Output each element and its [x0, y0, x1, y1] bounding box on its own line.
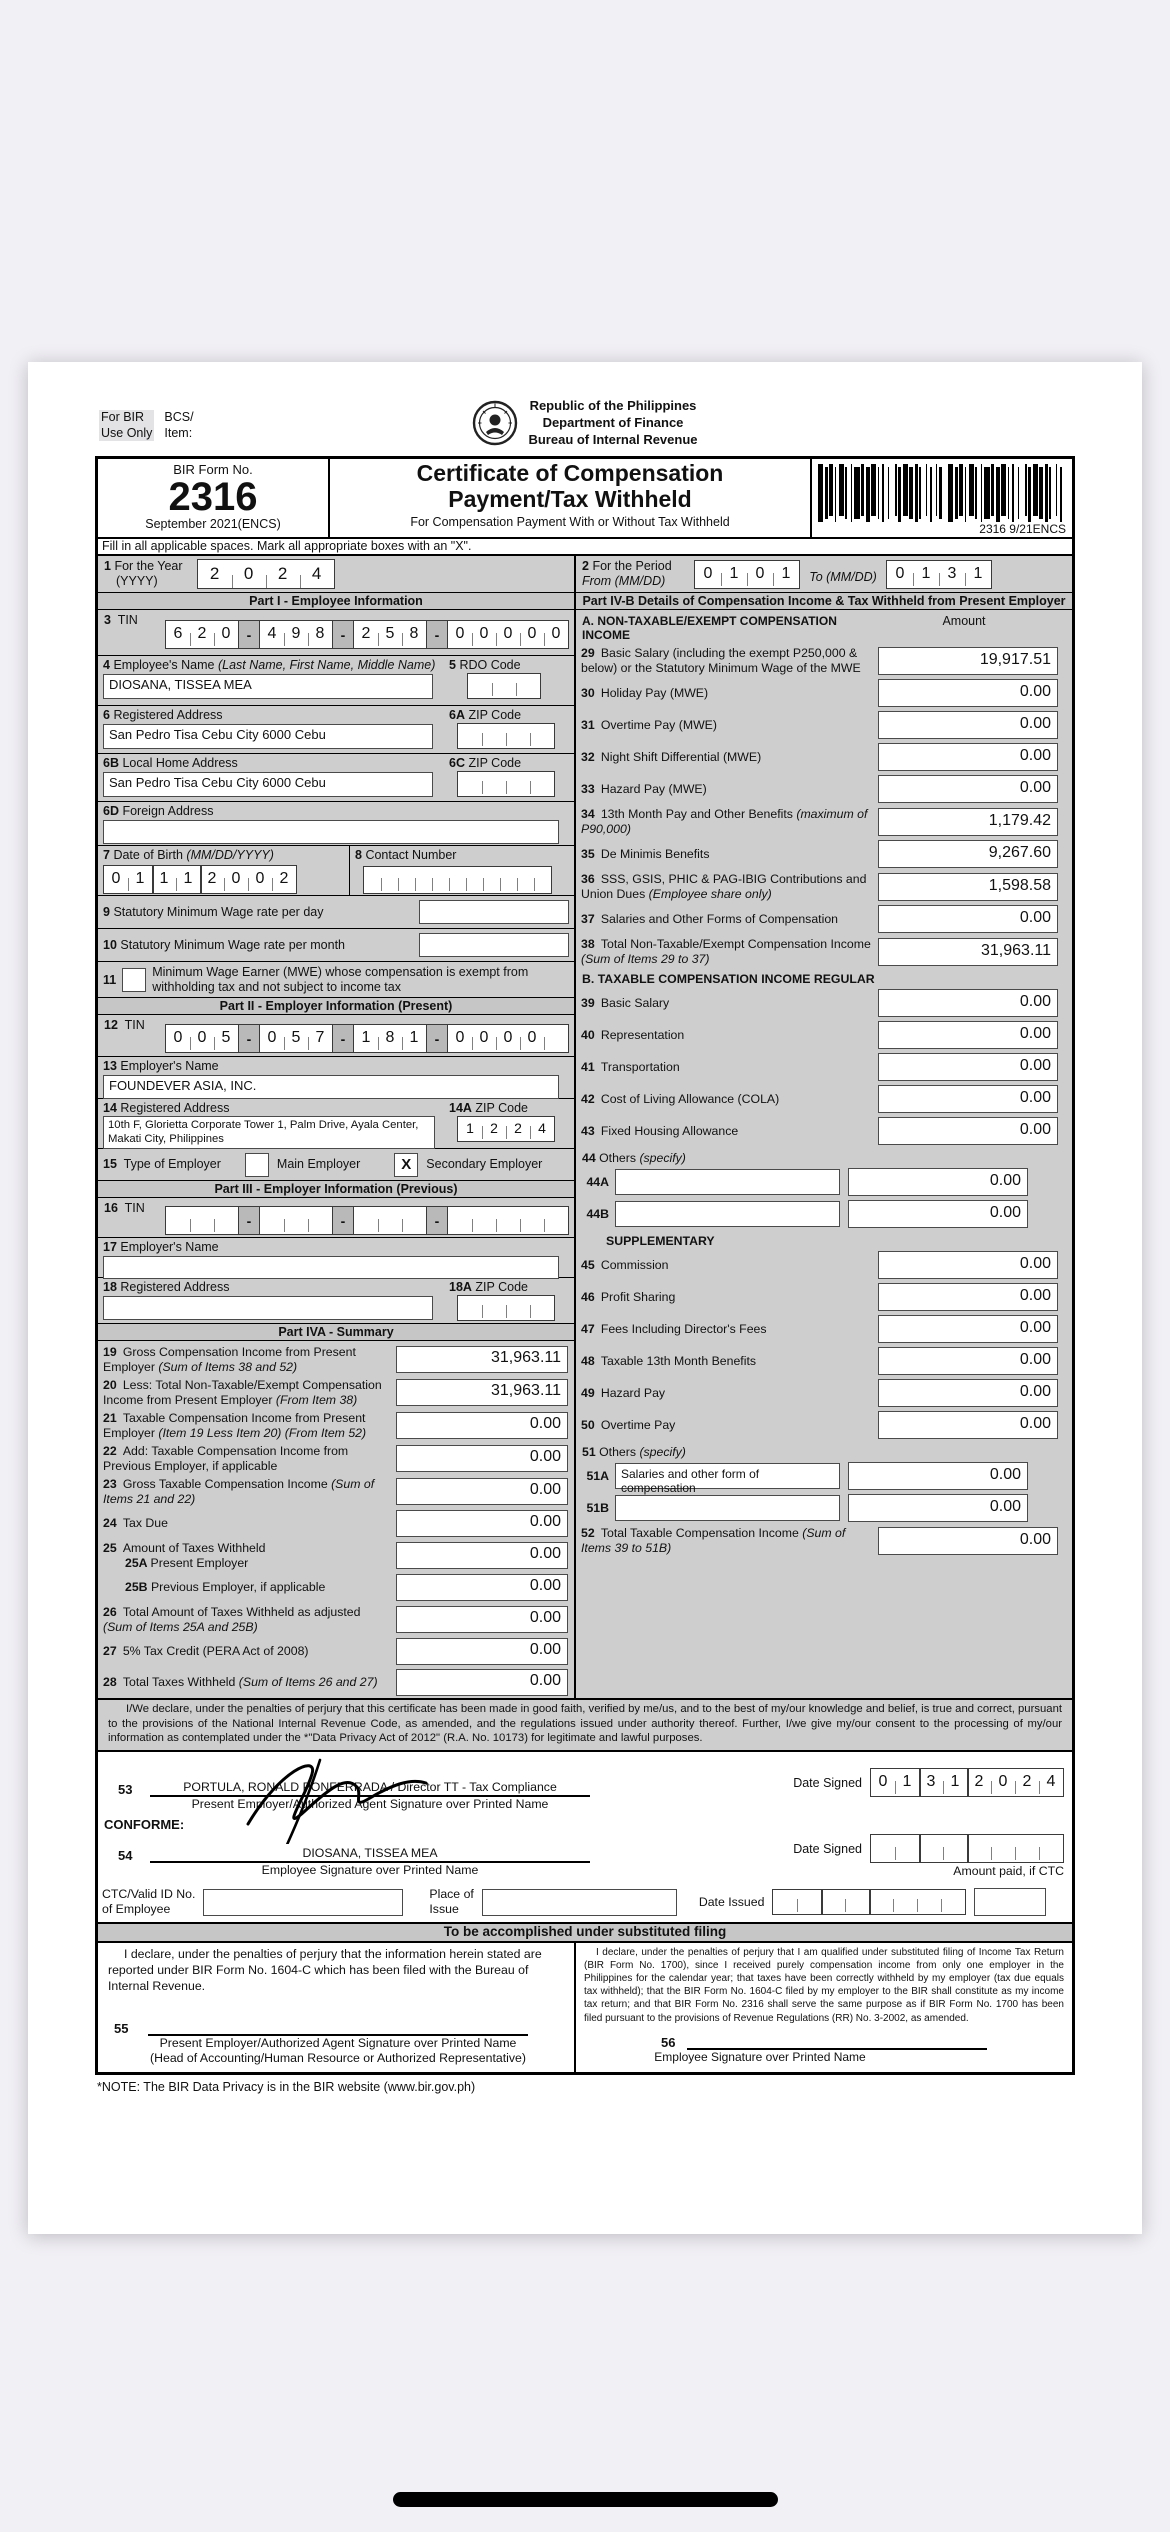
summary-row-25: 25 Amount of Taxes Withheld 25A Present Employer 0.00	[98, 1539, 574, 1572]
detail-row-52: 52 Total Taxable Compensation Income (Sum of Items 39 to 51B) 0.00	[576, 1524, 1072, 1557]
detail-row-47: 47 Fees Including Director's Fees 0.00	[576, 1313, 1072, 1345]
part2-header: Part II - Employer Information (Present)	[98, 998, 574, 1015]
amount-paid-ctc-label: Amount paid, if CTC	[953, 1863, 1064, 1878]
min-wage-month-label: Statutory Minimum Wage rate per month	[120, 937, 346, 952]
period-from-label: From (MM/DD)	[582, 574, 666, 588]
detail-amount-38[interactable]: 31,963.11	[878, 938, 1058, 966]
agency-line-dof: Department of Finance	[542, 414, 684, 430]
detail-amount-37[interactable]: 0.00	[878, 905, 1058, 933]
signature-55-caption2: (Head of Accounting/Human Resource or Authorized Representative)	[150, 2051, 526, 2066]
summary-row-25B: 25B Previous Employer, if applicable 0.00	[98, 1572, 574, 1603]
use-only-label: Use Only	[101, 425, 153, 440]
summary-row-19: 19 Gross Compensation Income from Present Employer (Sum of Items 38 and 52) 31,963.11	[98, 1343, 574, 1376]
summary-row-27: 27 5% Tax Credit (PERA Act of 2008) 0.00	[98, 1636, 574, 1667]
detail-row-49: 49 Hazard Pay 0.00	[576, 1377, 1072, 1409]
summary-amount-28[interactable]: 0.00	[396, 1669, 568, 1696]
bir-form-2316: For BIR Use Only BCS/ Item: Republic of the Philippines Department of Finance Bureau of Internal Revenue BIR Form No. 2316 September 2021(ENCS) Certificate of Compensation Payment/Tax Withheld For Compensation Payment With or Without Tax Withheld 2316 9/21ENCS Fill in all applicable spaces. Mark all appropriate boxes with an "X". 1 For the Year (YYYY) 2 0 2 4 2 For the Period From (MM/DD) 0 1 0 1 To (MM/DD) 0 1 3 1 Part I - Employee Information Part IV-B Details of Compensation Income & Tax Withheld from Present Employer 3 TIN 6 2 0 - 4 9 8 - 2 5 8 - 0 0 0 0 0 4 Employee's Name (Last Name, First Name, Middle Name) DIOSANA, TISSEA MEA 5 RDO Code 6 Registered Address San Pedro Tisa Cebu City 6000 Cebu 6A ZIP Code 6B Local Home Address San Pedro Tisa Cebu City 6000 Cebu 6C ZIP Code 6D Foreign Address 7 Date of Birth (MM/DD/YYYY) 0 1 1 1 2 0 0 2 8 Contact Number 9 Statutory Minimum Wage rate per day 10 Statutory Minimum Wage rate per month 11 Minimum Wage Earner (MWE) whose compensation is exempt from withholding tax and not subject to income tax Part II - Employer Information (Present) 12 TIN 0 0 5 - 0 5 7 - 1 8 1 - 0 0 0 0 13 Employer's Name FOUNDEVER ASIA, INC. 14 Registered Address 10th F, Glorietta Corporate Tower 1, Palm Drive, Ayala Center, Makati City, Philippines 14A ZIP Code 1 2 2 4 15 Type of Employer Main Employer X Secondary Employer Part III - Employer Information (Previous) 16 TIN - - - 17 Employer's Name 18 Registered Address 18A ZIP Code Part IVA - Summary 19 Gross Compensation Income from Present Employer (Sum of Items 38 and 52) 31,963.11 20 Less: Total Non-Taxable/Exempt Compensation Income from Present Employer (From Item 38) 31,963.11 21 Taxable Compensation Income from Present Employer (Item 19 Less Item 20) (From Item 52) 0.00 22 Add: Taxable Compensation Income from Previous Employer, if applicable 0.00 23 Gross Taxable Compensation Income (Sum of Items 21 and 22) 0.00 24 Tax Due 0.00 25 Amount of Taxes Withheld 25A Present Employer 0.00 25B Previous Employer, if applicable 0.00 26 Total Amount of Taxes Withheld as adjusted (Sum of Items 25A and 25B) 0.00 27 5% Tax Credit (PERA Act of 2008) 0.00 28 Total Taxes Withheld (Sum of Items 26 and 27) 0.00 A. NON-TAXABLE/EXEMPT COMPENSATION INCOME Amount 29 Basic Salary (including the exempt P250,000 & below) or the Statutory Minimum Wage of the MWE 19,917.51 30 Holiday Pay (MWE) 0.00 31 Overtime Pay (MWE) 0.00 32 Night Shift Differential (MWE) 0.00 33 Hazard Pay (MWE) 0.00 34 13th Month Pay and Other Benefits (maximum of P90,000) 1,179.42 35 De Minimis Benefits 9,267.60 36 SSS, GSIS, PHIC & PAG-IBIG Contributions and Union Dues (Employee share only) 1,598.58 37 Salaries and Other Forms of Compensation 0.00 38 Total Non-Taxable/Exempt Compensation Income (Sum of Items 29 to 37) 31,963.11 B. TAXABLE COMPENSATION INCOME REGULAR 39 Basic Salary 0.00 40 Representation 0.00 41 Transportation 0.00 42 Cost of Living Allowance (COLA) 0.00 43 Fixed Housing Allowance 0.00 44 Others (specify) 44A 0.00 44B 0.00 SUPPLEMENTARY 45 Commission 0.00 46 Profit Sharing 0.00 47 Fees Including Director's Fees 0.00 48 Taxable 13th Month Benefits 0.00 49 Hazard Pay 0.00 50 Overtime Pay 0.00 51 Others (specify) 51A Salaries and other form of compensation 0.00 51B 0.00 52 Total Taxable Compensation Income (Sum of Items 39 to 51B) 0.00 I/We declare, under the penalties of perjury that this certificate has been made in good faith, verified by me/us, and to the best of my/our knowledge and belief, is true and correct, pursuant to the provisions of the National Internal Revenue Code, as amended, and the regulations issued under authority thereof. Further, I/we give my/our consent to the processing of my/our information as contemplated under the *"Data Privacy Act of 2012" (R.A. No. 10173) for legitimate and lawful purposes. 53 PORTULA, RONALD PONFERRADA / Director TT - Tax Compliance Date Signed 0 1 3 1 2 0 2 4 Present Employer/Authorized Agent Signature over Printed Name CONFORME: 54 DIOSANA, TISSEA MEA Date Signed Employee Signature over Printed Name Amount paid, if CTC CTC/Valid ID No. of Employee Place of Issue Date Issued To be accomplished under substituted filing I declare, under the penalties of perjury that the information herein stated are reported under BIR Form No. 1604-C which has been filed with the Bureau of Internal Revenue. 55 Present Employer/Authorized Agent Signature over Printed Name (Head of Accounting/Human Resource or Authorized Representative) I declare, under the penalties of perjury that I am qualified under substituted filing of Income Tax Return (BIR Form No. 1700), since I received purely compensation income from only one employer in the Philippines for the calendar year; that taxes have been correctly withheld by my employer (tax due equals tax withheld); that the BIR Form No. 1604-C filed by my employer to the BIR shall constitute as my income tax return; and that BIR Form No. 2316 shall serve the same purpose as if BIR Form No. 1700 has been filed pursuant to the provisions of Revenue Regulations (RR) No. 3-2002, as amended. 56 Employee Signature over Printed Name *NOTE: The BIR Data Privacy is in the BIR website (www.bir.gov.ph)	[95, 398, 1075, 2094]
summary-amount-19[interactable]: 31,963.11	[396, 1346, 568, 1373]
home-indicator[interactable]	[393, 2492, 778, 2507]
substituted-left-declaration: I declare, under the penalties of perjury that the information herein stated are reported under BIR Form No. 1604-C which has been filed with the Bureau of Internal Revenue.	[108, 1946, 542, 1993]
date-signed-53-label: Date Signed	[793, 1775, 862, 1790]
previous-employer-tin-field[interactable]: - - -	[165, 1206, 569, 1239]
zip18a-field[interactable]	[457, 1295, 555, 1321]
form-edition: September 2021(ENCS)	[145, 517, 281, 531]
others-label-44: 44 Others (specify)	[582, 1151, 686, 1165]
substituted-filing-bar: To be accomplished under substituted filing	[98, 1922, 1072, 1943]
year-sublabel: (YYYY)	[116, 574, 158, 588]
ctc-amount-field[interactable]	[974, 1888, 1046, 1916]
detail-row-51A: 51A Salaries and other form of compensation 0.00	[576, 1460, 1072, 1492]
detail-amount-35[interactable]: 9,267.60	[878, 840, 1058, 868]
date-issued-field[interactable]	[772, 1889, 966, 1915]
employer-address-field[interactable]: 10th F, Glorietta Corporate Tower 1, Palm Drive, Ayala Center, Makati City, Philippines	[103, 1116, 435, 1149]
form-number: 2316	[168, 475, 258, 519]
others-label-51: 51 Others (specify)	[582, 1445, 686, 1459]
secondary-employer-checkbox[interactable]: X	[394, 1153, 418, 1177]
summary-amount-27[interactable]: 0.00	[396, 1638, 568, 1665]
signatory-54-name: DIOSANA, TISSEA MEA	[150, 1846, 590, 1863]
zip6a-field[interactable]	[457, 723, 555, 749]
detail-amount-47[interactable]: 0.00	[878, 1315, 1058, 1343]
summary-row-21: 21 Taxable Compensation Income from Present Employer (Item 19 Less Item 20) (From Item 52) 0.00	[98, 1409, 574, 1442]
detail-amount-49[interactable]: 0.00	[878, 1379, 1058, 1407]
type-of-employer-label: Type of Employer	[123, 1157, 221, 1171]
detail-amount-30[interactable]: 0.00	[878, 679, 1058, 707]
registered-address-field[interactable]: San Pedro Tisa Cebu City 6000 Cebu	[103, 724, 433, 749]
summary-amount-23[interactable]: 0.00	[396, 1478, 568, 1505]
summary-amount-24[interactable]: 0.00	[396, 1510, 568, 1537]
form-no-label: BIR Form No.	[173, 462, 253, 477]
summary-row-28: 28 Total Taxes Withheld (Sum of Items 26 and 27) 0.00	[98, 1667, 574, 1698]
part4b-header: Part IV-B Details of Compensation Income & Tax Withheld from Present Employer	[582, 594, 1066, 608]
detail-row-34: 34 13th Month Pay and Other Benefits (maximum of P90,000) 1,179.42	[576, 805, 1072, 838]
detail-row-42: 42 Cost of Living Allowance (COLA) 0.00	[576, 1083, 1072, 1115]
period-to-field[interactable]: 0 1 3 1	[886, 560, 992, 589]
substituted-right-declaration: I declare, under the penalties of perjury that I am qualified under substituted filing of Income Tax Return (BIR Form No. 1700), since I received purely compensation income from only one employer in the Philippines for the calendar year; that taxes have been correctly withheld by my employer (tax due equals tax withheld); that the BIR Form No. 1604-C filed by my employer to the BIR shall constitute as my income tax return; and that BIR Form No. 2316 shall serve the same purpose as if BIR Form No. 1700 has been filed pursuant to the provisions of Revenue Regulations (RR) No. 3-2002, as amended.	[584, 1946, 1064, 2024]
summary-row-22: 22 Add: Taxable Compensation Income from Previous Employer, if applicable 0.00	[98, 1442, 574, 1475]
date-signed-54-field[interactable]	[870, 1834, 1064, 1863]
place-of-issue-field[interactable]	[482, 1889, 677, 1916]
summary-amount-25B[interactable]: 0.00	[396, 1574, 568, 1601]
conforme-label: CONFORME:	[104, 1817, 185, 1833]
for-bir-label: For BIR	[99, 410, 154, 426]
tin16-label: TIN	[124, 1201, 145, 1215]
place-of-issue-label: Place of	[429, 1887, 474, 1902]
detail-amount-50[interactable]: 0.00	[878, 1411, 1058, 1439]
dob-field[interactable]: 0 1 1 1 2 0 0 2	[103, 865, 297, 894]
min-wage-day-field[interactable]	[419, 900, 569, 924]
agency-line-bir: Bureau of Internal Revenue	[528, 431, 698, 447]
prev-employer-address-label: Registered Address	[120, 1280, 230, 1294]
signature-54-caption: Employee Signature over Printed Name	[261, 1863, 479, 1878]
tin12-label: TIN	[124, 1018, 145, 1032]
foreign-address-label: Foreign Address	[122, 804, 214, 818]
detail-row-41: 41 Transportation 0.00	[576, 1051, 1072, 1083]
detail-row-38: 38 Total Non-Taxable/Exempt Compensation Income (Sum of Items 29 to 37) 31,963.11	[576, 935, 1072, 968]
detail-amount-34[interactable]: 1,179.42	[878, 808, 1058, 836]
detail-amount-31[interactable]: 0.00	[878, 711, 1058, 739]
detail-amount-45[interactable]: 0.00	[878, 1251, 1058, 1279]
detail-row-37: 37 Salaries and Other Forms of Compensation 0.00	[576, 903, 1072, 935]
detail-row-45: 45 Commission 0.00	[576, 1249, 1072, 1281]
detail-row-35: 35 De Minimis Benefits 9,267.60	[576, 838, 1072, 870]
signature-55-caption1: Present Employer/Authorized Agent Signature over Printed Name	[159, 2035, 517, 2050]
amount-column-header: Amount	[942, 614, 986, 628]
detail-amount-44A[interactable]: 0.00	[848, 1168, 1028, 1196]
rdo-code-label: RDO Code	[459, 658, 521, 672]
detail-amount-51A[interactable]: 0.00	[848, 1462, 1028, 1490]
barcode	[818, 464, 1066, 522]
detail-amount-40[interactable]: 0.00	[878, 1021, 1058, 1049]
contact-number-label: Contact Number	[365, 848, 457, 862]
employee-name-label: Employee's Name	[113, 658, 215, 672]
declaration-text: I/We declare, under the penalties of perjury that this certificate has been made in good faith, verified by me/us, and to the best of my/our knowledge and belief, is true and correct, pursuant to the provisions of the National Internal Revenue Code, as amended, and the regulations issued under authority thereof. Further, I/we give my/our consent to the processing of my/our information as contemplated under the *"Data Privacy Act of 2012" (R.A. No. 10173) for legitimate and lawful purposes.	[98, 1698, 1072, 1752]
others-input-44A[interactable]	[615, 1169, 840, 1195]
summary-amount-21[interactable]: 0.00	[396, 1412, 568, 1439]
detail-amount-41[interactable]: 0.00	[878, 1053, 1058, 1081]
year-field[interactable]: 2 0 2 4	[197, 559, 335, 589]
employer-address-label: Registered Address	[120, 1101, 230, 1115]
signature-56-caption: Employee Signature over Printed Name	[654, 2049, 866, 2064]
detail-amount-48[interactable]: 0.00	[878, 1347, 1058, 1375]
detail-amount-43[interactable]: 0.00	[878, 1117, 1058, 1145]
main-employer-checkbox[interactable]	[245, 1153, 269, 1177]
detail-row-39: 39 Basic Salary 0.00	[576, 987, 1072, 1019]
registered-address-label: Registered Address	[113, 708, 223, 722]
zip14a-field[interactable]: 1 2 2 4	[457, 1116, 555, 1142]
signatory-53-name: PORTULA, RONALD PONFERRADA / Director TT - Tax Compliance	[150, 1780, 590, 1797]
agency-line-republic: Republic of the Philippines	[529, 398, 697, 413]
zip6a-label: ZIP Code	[468, 708, 522, 722]
period-from-field[interactable]: 0 1 0 1	[694, 560, 800, 589]
dob-label: Date of Birth	[113, 848, 183, 862]
date-signed-53-field[interactable]: 0 1 3 1 2 0 2 4	[870, 1768, 1064, 1797]
zip6c-field[interactable]	[457, 771, 555, 797]
data-privacy-footnote: *NOTE: The BIR Data Privacy is in the BIR website (www.bir.gov.ph)	[97, 2080, 476, 2095]
detail-row-48: 48 Taxable 13th Month Benefits 0.00	[576, 1345, 1072, 1377]
employer-name-field[interactable]: FOUNDEVER ASIA, INC.	[103, 1075, 559, 1099]
summary-amount-26[interactable]: 0.00	[396, 1606, 568, 1633]
part4a-header: Part IVA - Summary	[98, 1324, 574, 1341]
part3-header: Part III - Employer Information (Previous)	[98, 1181, 574, 1198]
detail-row-46: 46 Profit Sharing 0.00	[576, 1281, 1072, 1313]
period-label: For the Period	[592, 559, 672, 573]
bcs-label: BCS/	[164, 410, 194, 424]
detail-row-30: 30 Holiday Pay (MWE) 0.00	[576, 677, 1072, 709]
date-issued-label: Date Issued	[698, 1894, 765, 1909]
form-subtitle: For Compensation Payment With or Without Tax Withheld	[410, 514, 730, 529]
tin3-label: TIN	[117, 613, 138, 627]
detail-amount-36[interactable]: 1,598.58	[878, 873, 1058, 901]
detail-amount-32[interactable]: 0.00	[878, 743, 1058, 771]
others-input-44B[interactable]	[615, 1201, 840, 1227]
detail-amount-39[interactable]: 0.00	[878, 989, 1058, 1017]
detail-row-44A: 44A 0.00	[576, 1166, 1072, 1198]
year-label: For the Year	[114, 559, 183, 573]
foreign-address-field[interactable]	[103, 820, 559, 844]
section-a-header: A. NON-TAXABLE/EXEMPT COMPENSATION INCOME Amount	[576, 610, 1072, 644]
employee-name-field[interactable]: DIOSANA, TISSEA MEA	[103, 674, 433, 699]
period-to-label: To (MM/DD)	[809, 570, 877, 584]
local-home-address-label: Local Home Address	[122, 756, 238, 770]
detail-amount-52[interactable]: 0.00	[878, 1527, 1058, 1555]
min-wage-month-field[interactable]	[419, 933, 569, 957]
section-header: B. TAXABLE COMPENSATION INCOME REGULAR	[582, 972, 875, 986]
rdo-code-field[interactable]	[467, 673, 541, 699]
section-header: SUPPLEMENTARY	[606, 1234, 715, 1248]
detail-amount-51B[interactable]: 0.00	[848, 1494, 1028, 1522]
employer-name-label: Employer's Name	[120, 1059, 219, 1073]
detail-row-36: 36 SSS, GSIS, PHIC & PAG-IBIG Contributions and Union Dues (Employee share only) 1,598.58	[576, 870, 1072, 903]
contact-number-field[interactable]	[363, 866, 552, 894]
bir-seal-icon	[472, 400, 518, 446]
mwe-label: Minimum Wage Earner (MWE) whose compensation is exempt from withholding tax and not subject to income tax	[152, 964, 529, 994]
date-signed-54-label: Date Signed	[793, 1841, 862, 1856]
detail-amount-29[interactable]: 19,917.51	[878, 647, 1058, 675]
signature-53-caption: Present Employer/Authorized Agent Signature over Printed Name	[191, 1797, 549, 1812]
local-home-address-field[interactable]: San Pedro Tisa Cebu City 6000 Cebu	[103, 772, 433, 797]
form-title-line1: Certificate of Compensation	[416, 460, 724, 486]
employer-tin-field[interactable]: 0 0 5 - 0 5 7 - 1 8 1 - 0 0 0 0	[165, 1024, 569, 1053]
detail-amount-42[interactable]: 0.00	[878, 1085, 1058, 1113]
summary-amount-20[interactable]: 31,963.11	[396, 1379, 568, 1406]
summary-amount-22[interactable]: 0.00	[396, 1445, 568, 1472]
zip18a-label: ZIP Code	[475, 1280, 528, 1294]
detail-row-40: 40 Representation 0.00	[576, 1019, 1072, 1051]
detail-row-43: 43 Fixed Housing Allowance 0.00	[576, 1115, 1072, 1147]
secondary-employer-label: Secondary Employer	[426, 1157, 543, 1171]
ctc-id-label: CTC/Valid ID No.	[102, 1887, 196, 1902]
prev-employer-name-label: Employer's Name	[120, 1240, 219, 1254]
part1-header: Part I - Employee Information	[98, 593, 576, 609]
detail-row-51B: 51B 0.00	[576, 1492, 1072, 1524]
instruction-line: Fill in all applicable spaces. Mark all appropriate boxes with an "X".	[98, 539, 1072, 556]
summary-row-23: 23 Gross Taxable Compensation Income (Sum of Items 21 and 22) 0.00	[98, 1475, 574, 1508]
form-title-line2: Payment/Tax Withheld	[448, 486, 692, 513]
item-label: Item:	[164, 425, 193, 440]
detail-row-29: 29 Basic Salary (including the exempt P250,000 & below) or the Statutory Minimum Wage of the MWE 19,917.51	[576, 644, 1072, 677]
prev-employer-name-field[interactable]	[103, 1256, 559, 1279]
detail-amount-33[interactable]: 0.00	[878, 775, 1058, 803]
prev-employer-address-field[interactable]	[103, 1296, 433, 1320]
barcode-caption: 2316 9/21ENCS	[979, 522, 1066, 536]
summary-row-20: 20 Less: Total Non-Taxable/Exempt Compensation Income from Present Employer (From Item 38) 31,963.11	[98, 1376, 574, 1409]
employee-tin-field[interactable]: 6 2 0 - 4 9 8 - 2 5 8 - 0 0 0 0 0	[165, 620, 569, 649]
zip14a-label: ZIP Code	[475, 1101, 528, 1115]
detail-row-50: 50 Overtime Pay 0.00	[576, 1409, 1072, 1441]
min-wage-day-label: Statutory Minimum Wage rate per day	[113, 904, 324, 919]
ctc-id-field[interactable]	[203, 1889, 403, 1916]
others-input-51A[interactable]: Salaries and other form of compensation	[615, 1463, 840, 1489]
zip6c-label: ZIP Code	[468, 756, 522, 770]
document-page	[28, 362, 1142, 2234]
detail-row-44B: 44B 0.00	[576, 1198, 1072, 1230]
detail-row-33: 33 Hazard Pay (MWE) 0.00	[576, 773, 1072, 805]
others-input-51B[interactable]	[615, 1495, 840, 1521]
main-employer-label: Main Employer	[276, 1157, 361, 1171]
mwe-checkbox[interactable]	[122, 968, 146, 992]
detail-amount-46[interactable]: 0.00	[878, 1283, 1058, 1311]
summary-row-24: 24 Tax Due 0.00	[98, 1508, 574, 1539]
detail-row-31: 31 Overtime Pay (MWE) 0.00	[576, 709, 1072, 741]
summary-row-26: 26 Total Amount of Taxes Withheld as adjusted (Sum of Items 25A and 25B) 0.00	[98, 1603, 574, 1636]
detail-row-32: 32 Night Shift Differential (MWE) 0.00	[576, 741, 1072, 773]
summary-amount-25[interactable]: 0.00	[396, 1542, 568, 1569]
detail-amount-44B[interactable]: 0.00	[848, 1200, 1028, 1228]
